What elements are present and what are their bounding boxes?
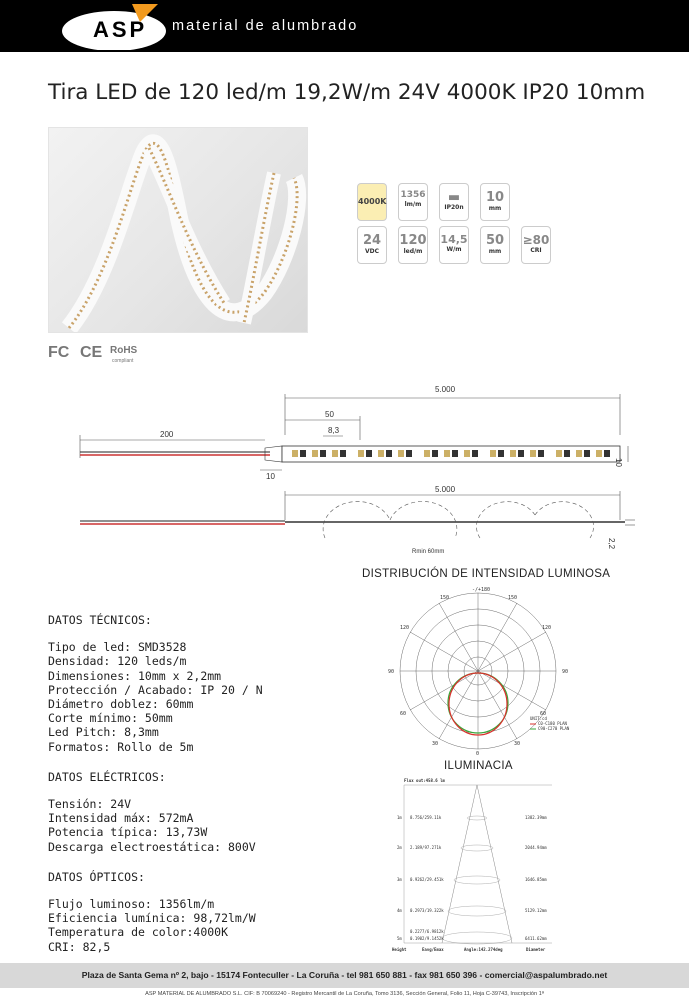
svg-text:0.2973/19.322k: 0.2973/19.322k (410, 908, 444, 913)
spec-dimensions: Dimensiones: 10mm x 2,2mm (48, 668, 222, 683)
dim-thickness: 2,2 (607, 538, 616, 550)
spec-density: Densidad: 120 leds/m (48, 654, 187, 669)
svg-text:2.189/97.271k: 2.189/97.271k (410, 845, 442, 850)
power-icon: 14,5 W/m (439, 226, 469, 264)
rohs-sub: compliant (112, 358, 134, 364)
dim-width: 10 (614, 458, 623, 467)
spec-bend: Diámetro doblez: 60mm (48, 697, 194, 712)
polar-title: DISTRIBUCIÓN DE INTENSIDAD LUMINOSA (362, 568, 611, 580)
page-title: Tira LED de 120 led/m 19,2W/m 24V 4000K IP20 10mm (48, 80, 646, 105)
spec-led-type: Tipo de led: SMD3528 (48, 640, 187, 655)
tagline: material de alumbrado (172, 18, 359, 34)
width-icon: 10 mm (480, 183, 510, 221)
density-icon: 120 led/m (398, 226, 428, 264)
tech-heading: DATOS TÉCNICOS: (48, 613, 152, 627)
svg-text:120: 120 (542, 625, 552, 631)
cct-icon: 4000K (357, 183, 387, 221)
svg-text:5m: 5m (397, 936, 402, 941)
spec-cct: Temperatura de color:4000K (48, 925, 229, 940)
svg-text:4m: 4m (397, 908, 402, 913)
legend-c90: C90-C270 PLAN (538, 726, 570, 731)
svg-text:120: 120 (400, 625, 410, 631)
polar-unit: UNIT:cd (530, 716, 547, 721)
illuminance-diagram (392, 775, 562, 955)
svg-text:5129.12mm: 5129.12mm (525, 908, 547, 913)
illum-title: ILUMINACIA (444, 760, 513, 772)
spec-cut: Corte mínimo: 50mm (48, 711, 173, 726)
rohs-icon: RoHS (110, 345, 138, 356)
svg-text:2044.94mm: 2044.94mm (525, 845, 547, 850)
svg-text:1646.85mm: 1646.85mm (525, 877, 547, 882)
footer-address: Plaza de Santa Gema nº 2, bajo - 15174 Fonteculler - La Coruña - tel 981 650 881 - fax 981 650 396 - comercial@aspalumbrado.net (81, 970, 608, 980)
cut-icon: 50 mm (480, 226, 510, 264)
svg-text:90: 90 (562, 669, 569, 675)
header-bar (0, 0, 689, 52)
ce-icon: CE (80, 344, 103, 361)
spec-power: Potencia típica: 13,73W (48, 825, 208, 840)
fc-icon: FC (48, 344, 70, 361)
spec-formats: Formatos: Rollo de 5m (48, 739, 194, 754)
electrical-heading: DATOS ELÉCTRICOS: (48, 769, 166, 784)
legend-c0: C0-C180 PLAN (538, 721, 567, 726)
dim-total-length: 5.000 (435, 385, 456, 394)
bend-radius: Rmin 60mm (412, 549, 445, 555)
spec-cri: CRI: 82,5 (48, 939, 111, 954)
svg-text:Height: Height (392, 947, 407, 952)
logo-text: ASP (93, 17, 148, 42)
cri-icon: ≥80 CRI (521, 226, 551, 264)
svg-text:3m: 3m (397, 877, 402, 882)
spec-voltage: Tensión: 24V (48, 797, 132, 812)
svg-text:-/+180: -/+180 (472, 587, 491, 593)
svg-text:60: 60 (540, 711, 547, 717)
svg-text:8.756/259.11k: 8.756/259.11k (410, 815, 442, 820)
svg-text:Diameter: Diameter (526, 947, 546, 952)
svg-text:150: 150 (440, 595, 450, 601)
svg-text:Flux out:458.6 lm: Flux out:458.6 lm (404, 778, 445, 783)
svg-text:0.2277/6.9812k: 0.2277/6.9812k (410, 929, 444, 934)
svg-text:0.1902/9.1452k: 0.1902/9.1452k (410, 936, 444, 941)
svg-text:150: 150 (508, 595, 518, 601)
footer-legal: ASP MATERIAL DE ALUMBRADO S.L. CIF: B 70069240 - Registro Mercantil de La Coruña, Tomo 3136, Sección General, Folio 11, Hoja C-39743, Inscripción 1ª (145, 991, 544, 997)
spec-pitch: Led Pitch: 8,3mm (48, 725, 159, 740)
svg-text:90: 90 (388, 669, 395, 675)
footer-bar (0, 963, 689, 988)
technical-drawing (60, 380, 640, 560)
dim-pitch: 8,3 (328, 426, 340, 435)
dim-lead-length: 200 (160, 430, 174, 439)
svg-text:30: 30 (514, 741, 521, 747)
flux-icon: 1356 lm/m (398, 183, 428, 221)
svg-text:30: 30 (432, 741, 439, 747)
dim-cut-length: 50 (325, 410, 334, 419)
spec-efficiency: Eficiencia lumínica: 98,72lm/W (48, 911, 256, 926)
polar-diagram (380, 585, 580, 755)
spec-flux: Flujo luminoso: 1356lm/m (48, 897, 215, 912)
spec-protection: Protección / Acabado: IP 20 / N (48, 682, 263, 697)
product-photo (48, 127, 308, 333)
svg-text:60: 60 (400, 711, 407, 717)
voltage-icon: 24 VDC (357, 226, 387, 264)
dim-total-length-side: 5.000 (435, 485, 456, 494)
dim-lead-offset: 10 (266, 472, 275, 481)
svg-text:Eavg/Emax: Eavg/Emax (422, 947, 444, 952)
spec-current: Intensidad máx: 572mA (48, 811, 194, 826)
spec-esd: Descarga electroestática: 800V (48, 839, 256, 854)
tech-specs (48, 613, 263, 954)
svg-text:1m: 1m (397, 815, 402, 820)
svg-text:0: 0 (476, 751, 480, 755)
optical-heading: DATOS ÓPTICOS: (48, 869, 145, 884)
svg-text:0.9262/29.451k: 0.9262/29.451k (410, 877, 444, 882)
ip-rating-icon: ▬ IP20n (439, 183, 469, 221)
svg-text:Angle:142.274deg: Angle:142.274deg (464, 947, 503, 952)
svg-text:1382.39mm: 1382.39mm (525, 815, 547, 820)
svg-text:2m: 2m (397, 845, 402, 850)
svg-text:6411.62mm: 6411.62mm (525, 936, 547, 941)
